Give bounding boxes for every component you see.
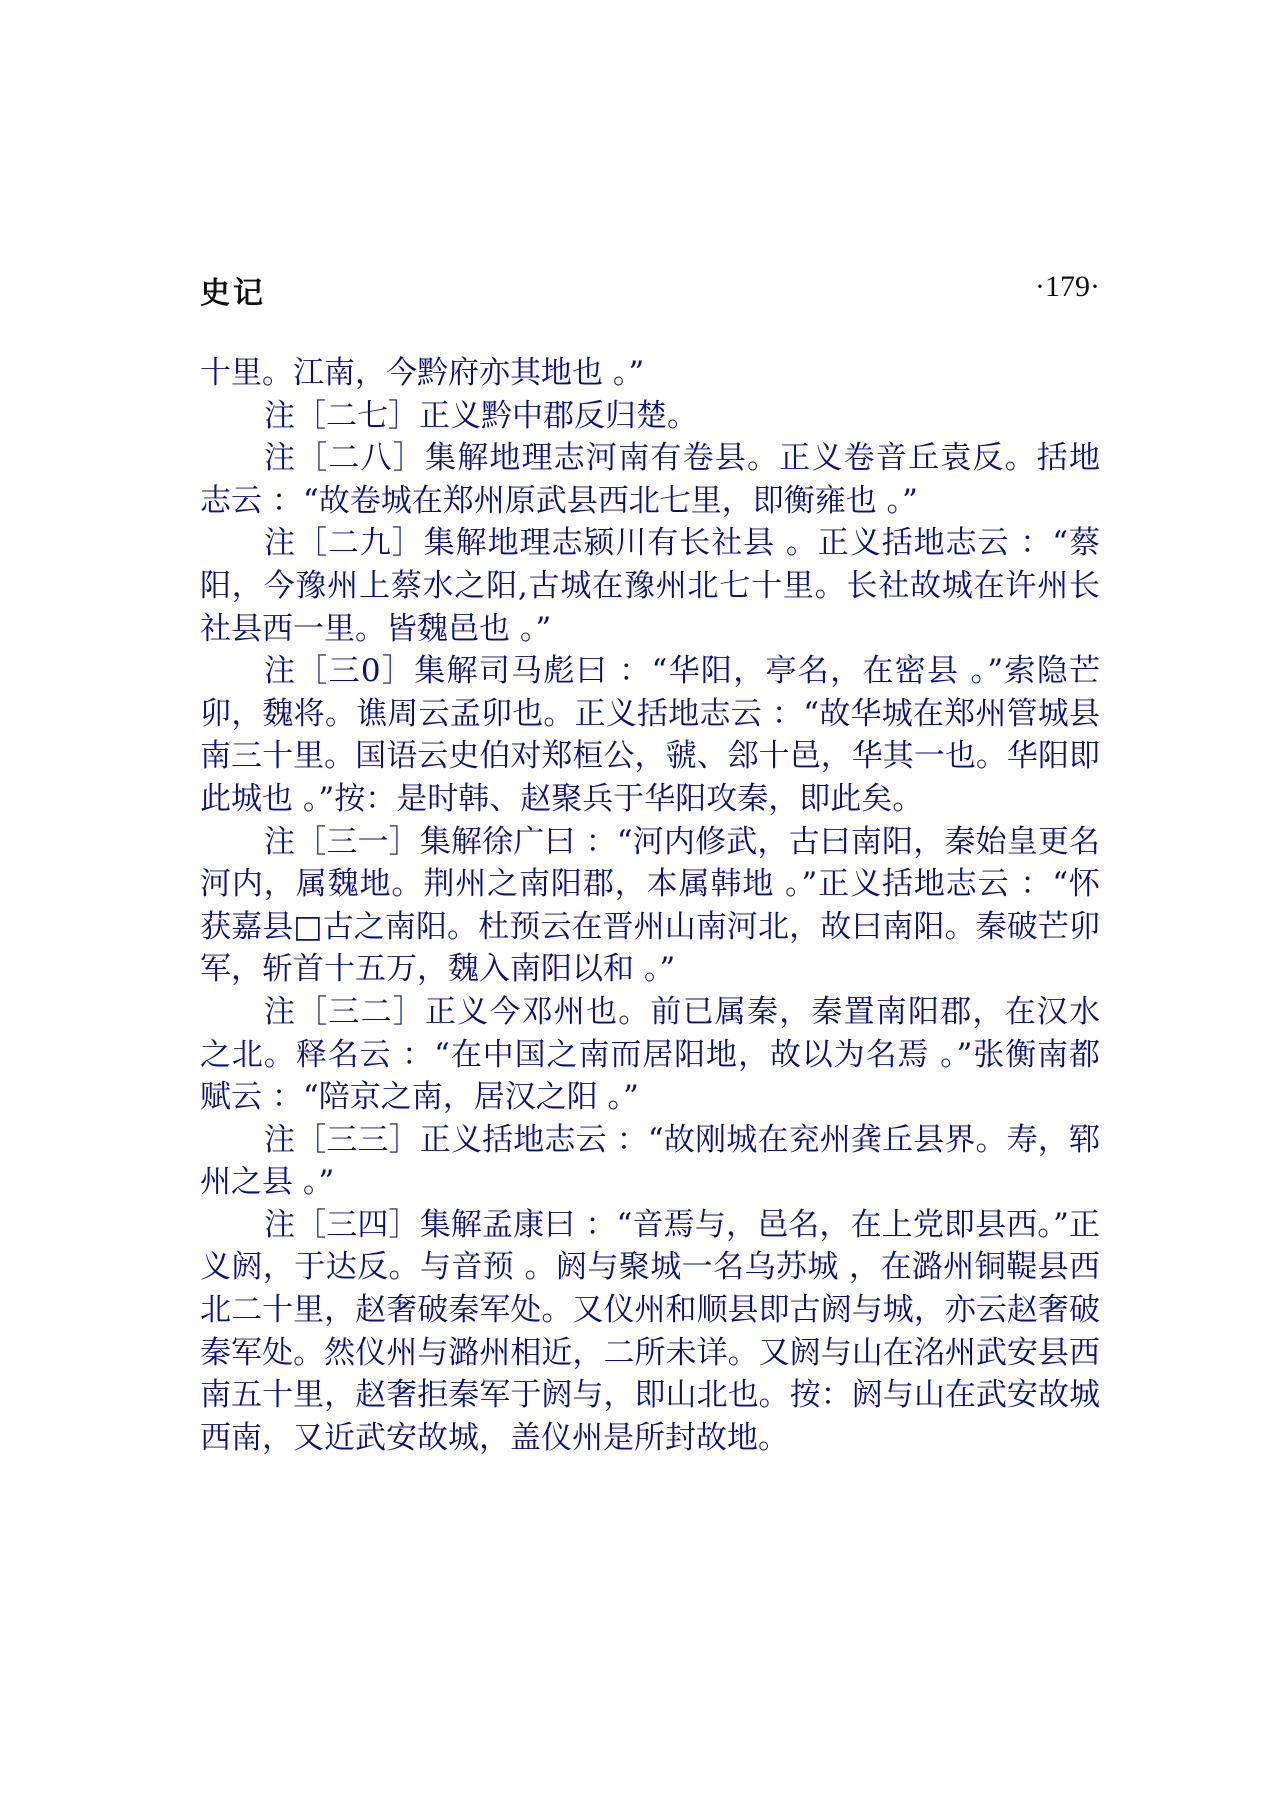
page-header bbox=[200, 268, 1100, 312]
book-title: 史记 bbox=[200, 276, 266, 311]
note-28: 注［二八］集解地理志河南有卷县。正义卷音丘袁反。括地志云 ：“故卷城在郑州原武县西北七里，即衡雍也 。” bbox=[200, 440, 1100, 519]
note-29: 注［二九］集解地理志颍川有长社县 。正义括地志云 ：“蔡阳，今豫州上蔡水之阳,古城在豫州北七十里。长社故城在许州长社县西一里。皆魏邑也 。” bbox=[200, 525, 1100, 647]
note-34: 注［三四］集解孟康曰 ：“音焉与，邑名，在上党即县西。”正义阏，于达反。与音预 。阏与聚城一名乌苏城 ，在潞州铜鞮县西北二十里，赵奢破秦军处。又仪州和顺县即古阏与城，亦云赵奢破秦军处。然仪州与潞州相近，二所未详。又阏与山在洺州武安县西南五十里，赵奢拒秦军于阏与，即山北也。按：阏与山在武安故城西南，又近武安故城，盖仪州是所封故地。 bbox=[200, 1206, 1100, 1456]
note-33: 注［三三］正义括地志云 ：“故刚城在兖州龚丘县界。寿，郓州之县 。” bbox=[200, 1121, 1100, 1201]
body-text bbox=[200, 352, 1100, 1459]
note-27: 注［二七］正义黔中郡反归楚。 bbox=[264, 397, 698, 434]
note-31: 注［三一］集解徐广曰 ：“河内修武，古曰南阳，秦始皇更名河内，属魏地。荆州之南阳郡，本属韩地 。”正义括地志云 ：“怀获嘉县□古之南阳。杜预云在晋州山南河北，故曰南阳。秦破芒卯军，斩首十五万，魏入南阳以和 。” bbox=[200, 823, 1100, 988]
note-32: 注［三二］正义今邓州也。前已属秦，秦置南阳郡，在汉水之北。释名云 ：“在中国之南而居阳地，故以为名焉 。”张衡南都赋云 ：“陪京之南，居汉之阳 。” bbox=[200, 993, 1100, 1116]
paragraph-continuation: 十里。江南，今黔府亦其地也 。” bbox=[200, 355, 645, 391]
note-30: 注［三0］集解司马彪曰 ：“华阳，亭名，在密县 。”索隐芒卯，魏将。谯周云孟卯也。正义括地志云 ：“故华城在郑州管城县南三十里。国语云史伯对郑桓公，虢、郐十邑，华其一也。华阳即此城也 。”按：是时韩、赵聚兵于华阳攻秦，即此矣。 bbox=[200, 653, 1100, 817]
page-number: ·179· bbox=[1035, 270, 1100, 303]
